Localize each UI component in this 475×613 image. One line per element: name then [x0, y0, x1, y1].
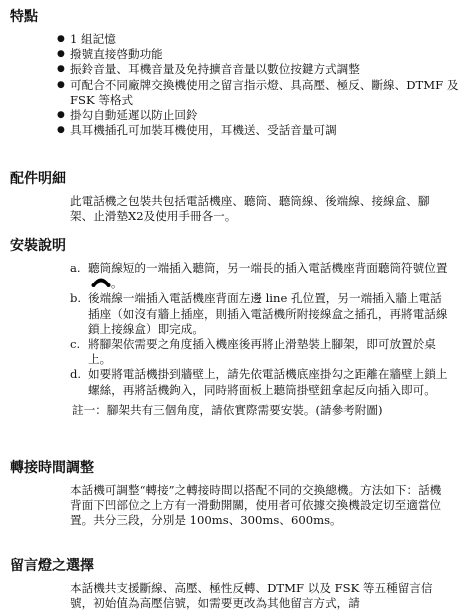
step-marker: d. — [70, 367, 82, 382]
message-lamp-heading: 留言燈之選擇 — [10, 558, 94, 574]
features-heading: 特點 — [10, 9, 38, 25]
step-text-tail: 。 — [111, 276, 123, 291]
step-text: 將腳架依需要之角度插入機座後再將止滑墊裝上腳架，即可放置於桌上。 — [88, 337, 436, 367]
step-text: 聽筒線短的一端插入聽筒，另一端長的插入電話機座背面聽筒符號位置 — [88, 261, 448, 275]
list-item — [70, 337, 451, 367]
step-text: 後端線一端插入電話機座背面左邊 line 孔位置，另一端插入牆上電話插座（如沒有牆上插座，則插入電話機所附接線盒之插孔，再將電話線鎖上接線盒）即完成。 — [88, 291, 448, 336]
features-list — [0, 32, 475, 138]
step-marker: a. — [70, 261, 81, 275]
list-item — [70, 367, 451, 397]
transfer-heading: 轉接時間調整 — [10, 460, 94, 476]
accessories-text: 此電話機之包裝共包括電話機座、聽筒、聽筒線、後端線、接線盒、腳架、止滑墊X2及使用手冊各一。 — [70, 194, 430, 224]
list-item: ● 振鈴音量、耳機音量及免持擴音音量以數位按鍵方式調整 — [70, 62, 475, 77]
install-steps — [0, 261, 451, 398]
list-item: ● 具耳機插孔可加裝耳機使用，耳機送、受話音量可調 — [70, 123, 475, 138]
install-section — [0, 237, 475, 418]
list-item — [70, 291, 451, 337]
list-item: ● 1 組記憶 — [70, 32, 475, 47]
transfer-text: 本話機可調整“轉接”之轉接時間以搭配不同的交換總機。方法如下：話機背面下凹部位之上方有一滑動開關，使用者可依據交換機設定切至適當位置。共分三段，分別是 100ms、300ms、600ms。 — [70, 483, 442, 528]
list-item: ● 可配合不同廠牌交換機使用之留言指示燈、具高壓、極反、斷線、DTMF 及 FSK 等格式 — [70, 78, 475, 108]
accessories-heading: 配件明細 — [10, 171, 66, 187]
step-marker: c. — [70, 337, 81, 352]
step-text: 如要將電話機掛到牆壁上，請先依電話機底座掛勾之距離在牆壁上鎖上螺絲，再將話機鉤入，同時將面板上聽筒掛壁鈕拿起反向插入即可。 — [88, 367, 448, 397]
message-lamp-text: 本話機共支援斷線、高壓、極性反轉、DTMF 以及 FSK 等五種留言信號，初始值為高壓信號，如需要更改為其他留言方式，請 — [70, 581, 433, 611]
install-heading: 安裝說明 — [10, 238, 66, 254]
features-section — [0, 8, 475, 138]
step-marker: b. — [70, 291, 82, 306]
handset-icon — [91, 275, 111, 291]
install-note: 註一：腳架共有三個角度，請依實際需要安裝。(請參考附圖) — [72, 402, 383, 417]
accessories-section — [0, 170, 475, 224]
list-item: ● 掛勾自動延遲以防止回鈴 — [70, 108, 475, 123]
message-lamp-section — [0, 557, 475, 611]
list-item — [70, 261, 451, 291]
transfer-section — [0, 459, 475, 529]
list-item: ● 撥號直接啓動功能 — [70, 47, 475, 62]
